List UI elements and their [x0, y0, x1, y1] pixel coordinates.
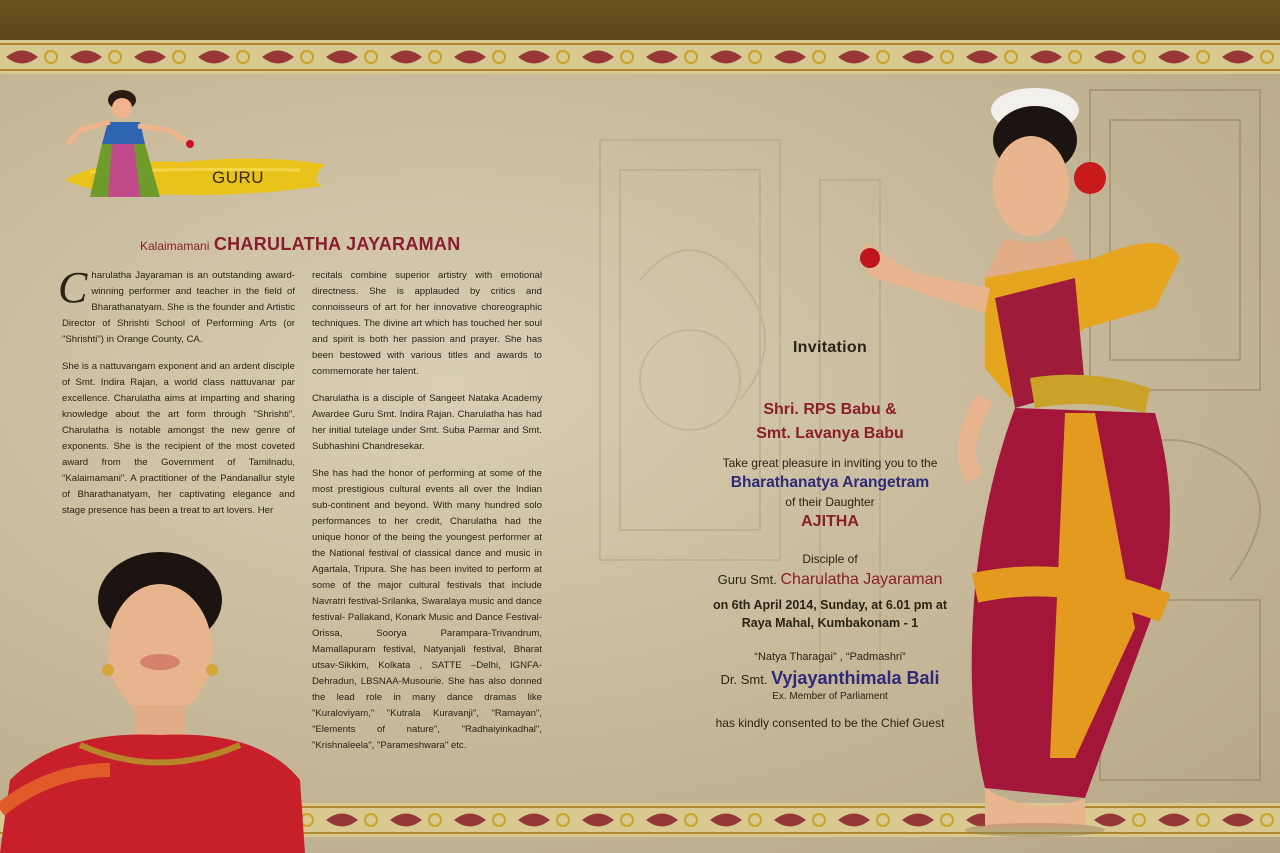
host-line-2: Smt. Lavanya Babu	[756, 425, 904, 442]
host-line-1: Shri. RPS Babu &	[763, 401, 897, 418]
date-line: on 6th April 2014, Sunday, at 6.01 pm at	[712, 598, 948, 612]
event-name: Bharathanatya Arangetram	[730, 474, 930, 491]
bio-paragraph: She has had the honor of performing at some of the most prestigious cultural events all over the Indian sub-continent and beyond. With many hundred solo performances to her credit, Charulatha had the unique honor of the being the youngest performer at the National festival of classical dance and music in Agartala, Tripura. She has been invited to perform at some of the major cultural festivals that include Navratri festival-Srilanka, Swaralaya music and dance festival- Pallakand, Konark Music and Dance Festival-Orissa, Soorya Parampara-Trivandrum, Mamallapuram festival, Natyanjali festival, Bharat utsav-Sikkim, Kolkata , SATTE –Delhi, IGNFA-Dehradun, LBSNAA-Musourie. She has also donned the lead role in many dance dramas like "Kuraloviyam," "Kutrala Kuravanji", "Ramayan", "Elements of nature", "Radhaiyinkadhal", "Krishnaleela", "Parameshwara" etc.	[312, 468, 542, 751]
bio-paragraph: Charulatha is a disciple of Sangeet Nataka Academy Awardee Guru Smt. Indira Rajan. Charulatha has had her initial tutelage under Smt. Suba Parmar and Smt. Subhashini Chandresekar.	[312, 393, 542, 452]
dancer-photo	[835, 68, 1245, 838]
guru-full-name: CHARULATHA JAYARAMAN	[213, 234, 461, 254]
guru-title-prefix: Kalaimamani	[140, 239, 210, 253]
drop-cap: C	[58, 263, 88, 312]
disciple-of-line: Disciple of	[802, 552, 858, 566]
chief-guest-role: Ex. Member of Parliament	[772, 691, 888, 702]
guru-label: GURU	[212, 168, 265, 187]
guru-dancer-illustration	[50, 82, 200, 202]
guru-prefix: Guru Smt.	[717, 572, 777, 587]
consent-line: has kindly consented to be the Chief Guest	[715, 716, 945, 730]
bio-column-1	[58, 263, 295, 530]
chief-guest-prefix: Dr. Smt.	[720, 672, 768, 687]
guru-portrait-photo	[0, 530, 310, 853]
venue-line: Raya Mahal, Kumbakonam - 1	[741, 616, 919, 630]
bio-paragraph: She is a nattuvangam exponent and an ardent disciple of Smt. Indira Rajan, a world class nattuvanar par excellence. Charulatha aims at imparting and sharing knowledge about the art form through "Shrishti". Charulatha is notable amongst the new genre of exponents. She is the recipient of the most coveted award from the Government of Tamilnadu, "Kalaimamani". A practitioner of the Pandanallur style of Bharathanatyam, her captivating elegance and stage presence has been a treat to art lovers. Her	[62, 361, 295, 516]
pleasure-line: Take great pleasure in inviting you to the	[722, 456, 938, 470]
chief-guest-titles: “Natya Tharagai” , “Padmashri”	[754, 651, 906, 663]
invitation-title: Invitation	[792, 339, 868, 356]
bio-column-2	[312, 268, 542, 765]
daughter-line: of their Daughter	[785, 495, 875, 509]
chief-guest-name: Vyjayanthimala Bali	[771, 668, 940, 688]
performer-name: AJITHA	[801, 513, 859, 530]
guru-name: Charulatha Jayaraman	[780, 571, 943, 588]
guru-name-heading	[140, 234, 500, 255]
bio-paragraph: recitals combine superior artistry with emotional directness. She is applauded by critics and connoisseurs of art for her innovative choreographic techniques. The divine art which has touched her soul and spirit is both her passion and prayer. She has been bestowed with various titles and awards to commemorate her talent.	[312, 270, 542, 377]
bio-paragraph: Charulatha Jayaraman is an outstanding award-winning performer and teacher in the field of Bharathanatyam. She is the founder and Artistic Director of Shrishti School of Performing Arts (or "Shrishti") in Orange County, CA.	[58, 263, 295, 345]
